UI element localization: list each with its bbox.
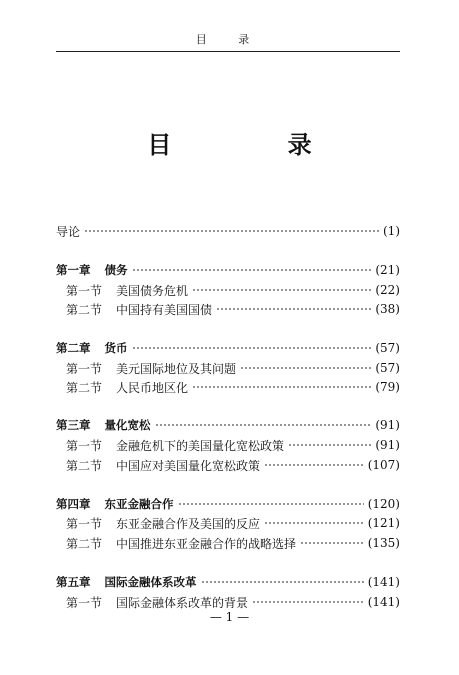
leader-dots bbox=[240, 364, 371, 373]
toc-entry-chapter[interactable] bbox=[56, 573, 400, 591]
leader-dots bbox=[192, 383, 371, 392]
toc-entry-page: (57) bbox=[375, 361, 400, 375]
toc-entry-page: (135) bbox=[367, 536, 400, 550]
toc-entry-number: 第一节 bbox=[66, 361, 103, 376]
leader-dots bbox=[288, 441, 371, 450]
toc-entry-page: (91) bbox=[375, 438, 400, 452]
toc-entry-number: 第二节 bbox=[66, 302, 103, 317]
leader-dots bbox=[300, 539, 364, 548]
toc-entry-title: 美国债务危机 bbox=[116, 283, 189, 298]
leader-dots bbox=[264, 461, 364, 470]
leader-dots bbox=[192, 286, 371, 295]
toc-entry-page: (121) bbox=[367, 516, 400, 530]
toc-entry-section[interactable] bbox=[56, 436, 400, 454]
toc-entry-section[interactable] bbox=[56, 281, 400, 299]
toc-entry-title: 人民币地区化 bbox=[116, 380, 189, 395]
toc-entry-number: 第五章 bbox=[56, 575, 91, 589]
toc-entry-section[interactable] bbox=[56, 514, 400, 532]
toc-entry-title: 中国持有美国国债 bbox=[116, 302, 213, 317]
toc-entry-title: 东亚金融合作及美国的反应 bbox=[116, 516, 261, 531]
toc-entry-chapter[interactable] bbox=[56, 261, 400, 279]
toc-entry-page: (38) bbox=[375, 302, 400, 316]
toc-entry-page: (22) bbox=[375, 283, 400, 297]
toc-entry-number: 第一节 bbox=[66, 283, 103, 298]
toc-entry-title: 美元国际地位及其问题 bbox=[116, 361, 237, 376]
toc-entry-title: 国际金融体系改革 bbox=[104, 575, 197, 589]
toc-entry-number: 第一节 bbox=[66, 516, 103, 531]
toc-entry-title: 金融危机下的美国量化宽松政策 bbox=[116, 438, 285, 453]
leader-dots bbox=[132, 344, 372, 353]
toc-entry-title: 债务 bbox=[104, 263, 128, 277]
leader-dots bbox=[264, 519, 364, 528]
toc-entry-page: (57) bbox=[375, 341, 400, 355]
toc-entry-title: 货币 bbox=[104, 341, 128, 355]
toc-entry-title: 中国推进东亚金融合作的战略选择 bbox=[116, 536, 297, 551]
leader-dots bbox=[178, 500, 364, 509]
toc-entry-number: 第一节 bbox=[66, 595, 103, 610]
toc-entry-page: (141) bbox=[367, 595, 400, 609]
toc-entry-title: 国际金融体系改革的背景 bbox=[116, 595, 249, 610]
toc-entry-section[interactable] bbox=[56, 359, 400, 377]
toc-entry-number: 第二章 bbox=[56, 341, 91, 355]
toc-entry-page: (120) bbox=[367, 497, 400, 511]
leader-dots bbox=[84, 227, 379, 236]
header-rule bbox=[56, 51, 400, 52]
toc-entry-section[interactable] bbox=[56, 378, 400, 396]
toc-entry-title: 导论 bbox=[56, 224, 81, 239]
toc-entry-page: (107) bbox=[367, 458, 400, 472]
toc-entry-number: 第二节 bbox=[66, 458, 103, 473]
toc-entry-title: 中国应对美国量化宽松政策 bbox=[116, 458, 261, 473]
toc-entry-number: 第四章 bbox=[56, 497, 91, 511]
toc-entry-number: 第一节 bbox=[66, 438, 103, 453]
toc-entry-chapter[interactable] bbox=[56, 416, 400, 434]
toc-entry-chapter[interactable] bbox=[56, 495, 400, 513]
toc-entry-section[interactable] bbox=[56, 593, 400, 611]
toc-entry-section[interactable] bbox=[56, 456, 400, 474]
toc-entry-title: 量化宽松 bbox=[104, 418, 151, 432]
toc-entry-page: (141) bbox=[367, 575, 400, 589]
toc-entry-section[interactable] bbox=[56, 300, 400, 318]
toc-entry-intro[interactable] bbox=[56, 222, 400, 240]
toc-entry-number: 第一章 bbox=[56, 263, 91, 277]
leader-dots bbox=[132, 266, 372, 275]
leader-dots bbox=[216, 305, 371, 314]
toc-entry-number: 第三章 bbox=[56, 418, 91, 432]
toc-entry-number: 第二节 bbox=[66, 536, 103, 551]
toc-entry-number: 第二节 bbox=[66, 380, 103, 395]
toc-entry-section[interactable] bbox=[56, 534, 400, 552]
running-head: 目 录 bbox=[195, 33, 264, 46]
leader-dots bbox=[201, 578, 364, 587]
toc-entry-page: (1) bbox=[383, 224, 400, 238]
toc-entry-title: 东亚金融合作 bbox=[104, 497, 174, 511]
toc-entry-page: (79) bbox=[375, 380, 400, 394]
leader-dots bbox=[252, 598, 364, 607]
toc-entry-page: (21) bbox=[375, 263, 400, 277]
page-title: 目 录 bbox=[147, 131, 366, 159]
page-number: — 1 — bbox=[209, 610, 250, 624]
leader-dots bbox=[155, 421, 372, 430]
toc-entry-page: (91) bbox=[375, 418, 400, 432]
toc-entry-chapter[interactable] bbox=[56, 339, 400, 357]
